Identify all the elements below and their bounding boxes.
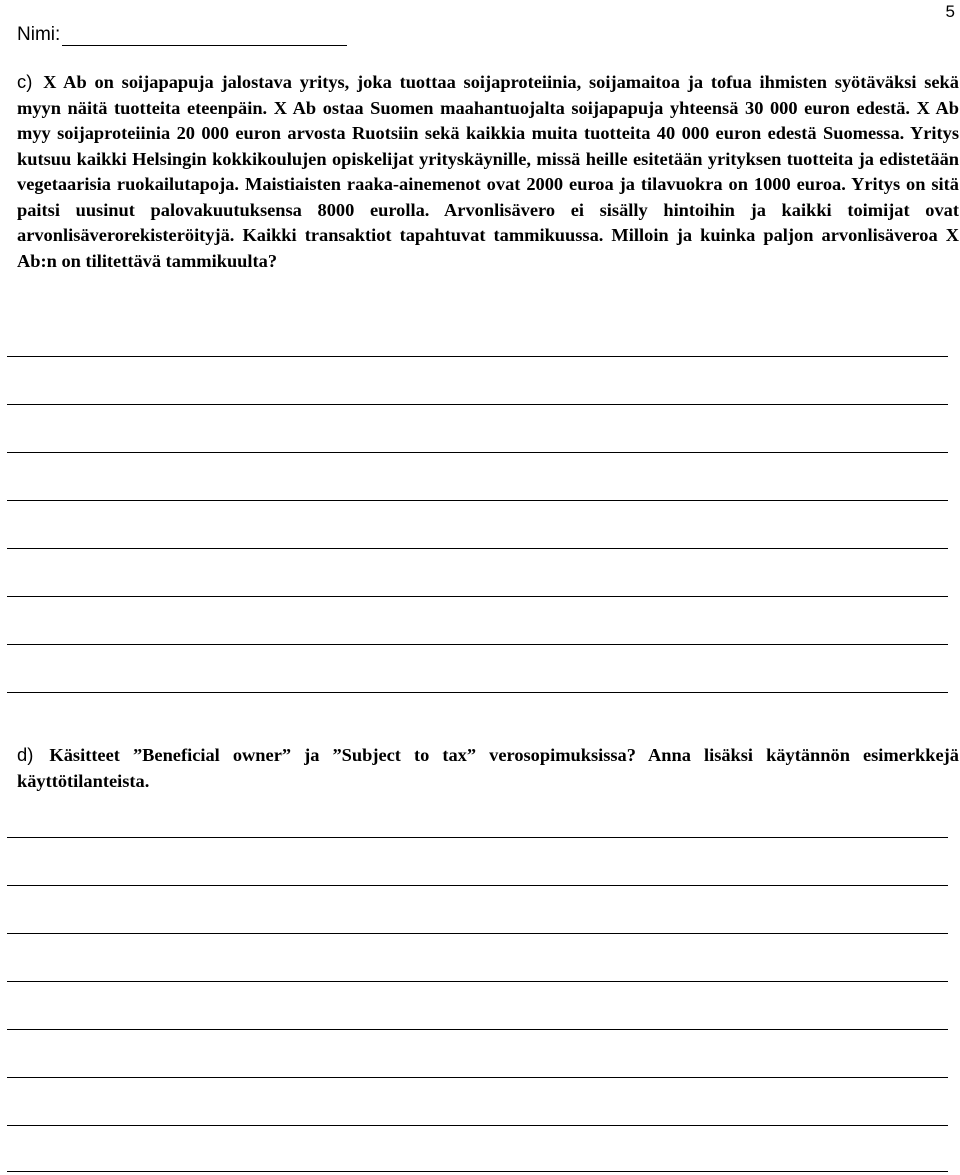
answer-line-c[interactable] [7, 404, 948, 405]
page-number: 5 [945, 2, 955, 21]
question-c-letter: c) [17, 71, 33, 92]
answer-line-c[interactable] [7, 548, 948, 549]
answer-line-d[interactable] [7, 885, 948, 886]
answer-line-c[interactable] [7, 356, 948, 357]
question-c [17, 69, 959, 274]
name-underline[interactable] [62, 25, 347, 46]
answer-line-c[interactable] [7, 644, 948, 645]
answer-line-c[interactable] [7, 500, 948, 501]
answer-line-d[interactable] [7, 1077, 948, 1078]
question-d-letter: d) [17, 744, 34, 765]
answer-line-c[interactable] [7, 452, 948, 453]
name-field [17, 24, 347, 46]
question-c-text: X Ab on soijapapuja jalostava yritys, joka tuottaa soijaproteiinia, soijamaitoa ja tofua ihmisten syötäväksi sekä myyn näitä tuotteita eteenpäin. X Ab ostaa Suomen maahantuojalta soijapapuja yhteensä 30 000 euron edestä. X Ab myy soijaproteiinia 20 000 euron arvosta Ruotsiin sekä kaikkia muita tuotteita 40 000 euron edestä Suomessa. Yritys kutsuu kaikki Helsingin kokkikoulujen opiskelijat yrityskäynille, missä heille esitetään yrityksen tuotteita ja edistetään vegetaarisia ruokailutapoja. Maistiaisten raaka-ainemenot ovat 2000 euroa ja tilavuokra on 1000 euroa. Yritys on sitä paitsi uusinut palovakuutuksensa 8000 eurolla. Arvonlisävero ei sisälly hintoihin ja kaikki toimijat ovat arvonlisäverorekisteröityjä. Kaikki transaktiot tapahtuvat tammikuussa. Milloin ja kuinka paljon arvonlisäveroa X Ab:n on tilitettävä tammikuulta? [17, 72, 959, 271]
answer-line-d[interactable] [7, 1125, 948, 1126]
answer-line-d[interactable] [7, 933, 948, 934]
name-label: Nimi: [17, 24, 61, 45]
answer-line-c[interactable] [7, 596, 948, 597]
question-d [17, 742, 959, 794]
answer-line-d[interactable] [7, 1029, 948, 1030]
answer-line-d[interactable] [7, 1171, 948, 1172]
question-d-text: Käsitteet ”Beneficial owner” ja ”Subject to tax” verosopimuksissa? Anna lisäksi käytännön esimerkkejä käyttötilanteista. [17, 745, 959, 791]
answer-line-d[interactable] [7, 837, 948, 838]
answer-line-d[interactable] [7, 981, 948, 982]
answer-line-c[interactable] [7, 692, 948, 693]
